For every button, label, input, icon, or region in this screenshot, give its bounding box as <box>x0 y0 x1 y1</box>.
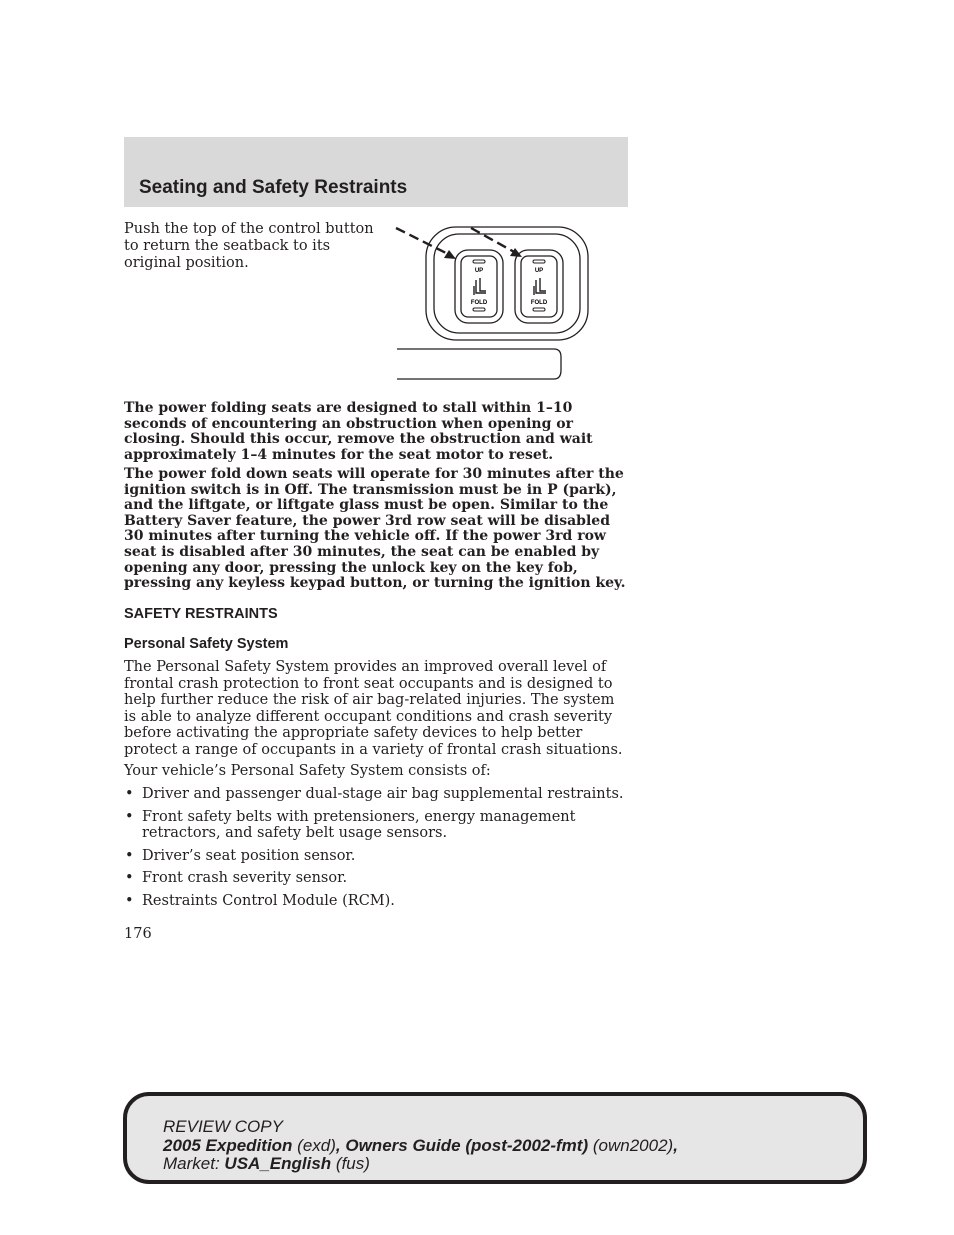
list-item <box>124 893 630 910</box>
bullet-icon: • <box>125 870 134 887</box>
body-paragraph: The Personal Safety System provides an improved overall level of frontal crash protection to front seat occupants and is designed to help further reduce the risk of air bag-related injuries. The system is able to analyze different occupant conditions and crash severity before activating the appropriate safety devices to help better protect a range of occupants in a variety of frontal crash situations. <box>124 659 623 758</box>
footer-market: USA_English <box>224 1154 332 1173</box>
button-1-up-label: UP <box>474 268 484 274</box>
review-copy-footer <box>123 1092 867 1184</box>
footer-model-code: (exd) <box>297 1135 336 1155</box>
footer-model: 2005 Expedition <box>163 1135 293 1155</box>
bullet-list <box>124 786 630 916</box>
footer-market-code: (fus) <box>335 1154 370 1173</box>
list-item-text: Front crash severity sensor. <box>142 870 348 887</box>
list-item <box>124 848 630 865</box>
list-item-text: Driver’s seat position sensor. <box>142 847 356 864</box>
review-copy-label: REVIEW COPY <box>163 1117 283 1136</box>
seat-control-diagram <box>394 222 594 382</box>
list-item <box>124 809 630 842</box>
section-title: Seating and Safety Restraints <box>139 177 408 198</box>
page-number: 176 <box>124 926 152 942</box>
bullet-icon: • <box>125 808 134 825</box>
warning-paragraph: The power folding seats are designed to stall within 1–10 seconds of encountering an obstruction when opening or closing. Should this occur, remove the obstruction and wait approximately 1–4 minutes for the seat motor to reset. <box>124 400 593 463</box>
footer-guide-line <box>163 1137 678 1156</box>
button-2-fold-label: FOLD <box>530 300 548 306</box>
body-paragraph: Your vehicle’s Personal Safety System consists of: <box>124 763 491 779</box>
seat-control-illustration <box>394 222 594 382</box>
bullet-icon: • <box>125 847 134 864</box>
console-outline <box>397 349 561 379</box>
footer-guide: Owners Guide (post-2002-fmt) <box>345 1135 589 1155</box>
footer-sep: , <box>335 1135 346 1155</box>
list-item-text: Restraints Control Module (RCM). <box>142 892 395 909</box>
subsection-heading: Personal Safety System <box>124 636 289 652</box>
button-2-up-label: UP <box>534 268 544 274</box>
footer-text <box>163 1118 678 1174</box>
footer-comma: , <box>673 1135 678 1155</box>
section-heading: SAFETY RESTRAINTS <box>124 606 278 622</box>
arrow-icon <box>396 228 516 255</box>
intro-paragraph: Push the top of the control button to return the seatback to its original position. <box>124 221 374 271</box>
footer-market-label: Market: <box>163 1154 220 1173</box>
footer-market-line <box>163 1155 678 1174</box>
bullet-icon: • <box>125 892 134 909</box>
button-1-fold-label: FOLD <box>470 300 488 306</box>
arrow-head-icon <box>444 250 456 259</box>
footer-guide-code: (own2002) <box>592 1135 674 1155</box>
list-item-text: Front safety belts with pretensioners, energy management retractors, and safety belt usage sensors. <box>142 808 576 842</box>
list-item-text: Driver and passenger dual-stage air bag supplemental restraints. <box>142 786 624 802</box>
bullet-icon: • <box>125 786 134 802</box>
list-item <box>124 870 630 887</box>
warning-paragraph: The power fold down seats will operate for 30 minutes after the ignition switch is in Off. The transmission must be in P (park), and the liftgate, or liftgate glass must be open. Similar to the Battery Saver feature, the power 3rd row seat will be disabled 30 minutes after turning the vehicle off. If the power 3rd row seat is disabled after 30 minutes, the seat can be enabled by opening any door, pressing the unlock key on the key fob, pressing any keyless keypad button, or turning the ignition key. <box>124 466 626 592</box>
seat-icon <box>474 278 546 295</box>
list-item <box>124 786 630 803</box>
section-header-band <box>124 137 628 207</box>
